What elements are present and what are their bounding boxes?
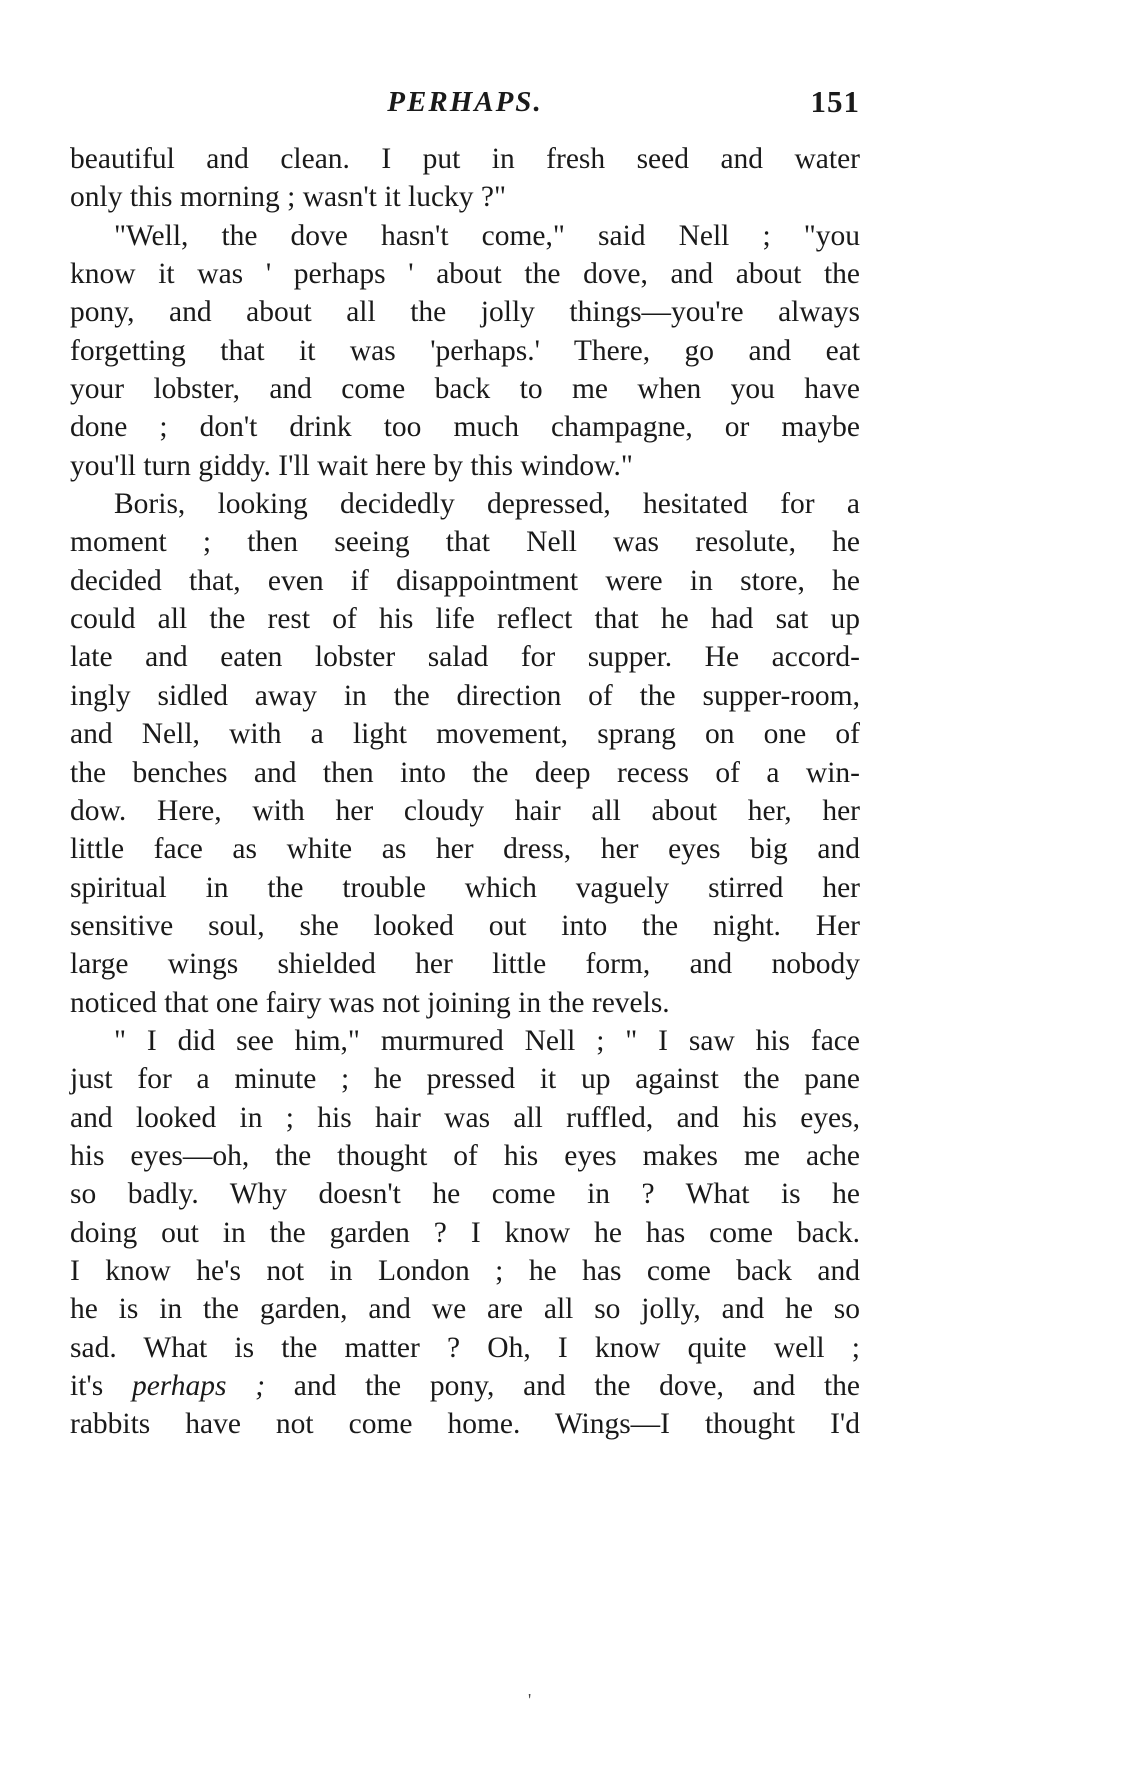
text-line: " I did see him," murmured Nell ; " I saw his face [114, 1024, 860, 1057]
running-title: PERHAPS. [387, 86, 543, 118]
text-line: spiritual in the trouble which vaguely stirred her [70, 871, 860, 904]
text-line: pony, and about all the jolly things—you're always [70, 296, 860, 329]
italic-word: perhaps ; [131, 1370, 266, 1402]
page-number: 151 [810, 84, 860, 119]
text-line: you'll turn giddy. I'll wait here by this window." [70, 449, 633, 482]
text-line: and looked in ; his hair was all ruffled, and his eyes, [70, 1101, 860, 1134]
text-line: sad. What is the matter ? Oh, I know quite well ; [70, 1331, 860, 1364]
text-line: know it was ' perhaps ' about the dove, and about the [70, 258, 860, 291]
running-head [70, 86, 860, 126]
text-fragment: it's [70, 1370, 132, 1402]
text-line: rabbits have not come home. Wings—I thought I'd [70, 1408, 860, 1441]
text-fragment: and the pony, and the dove, and the [265, 1370, 861, 1402]
text-line: could all the rest of his life reflect that he had sat up [70, 603, 860, 636]
text-line: ingly sidled away in the direction of the supper-room, [70, 679, 860, 712]
text-line: Boris, looking decidedly depressed, hesitated for a [114, 488, 860, 521]
text-line: late and eaten lobster salad for supper. He accord- [70, 641, 860, 674]
text-line: done ; don't drink too much champagne, or maybe [70, 411, 860, 444]
text-line: the benches and then into the deep recess of a win- [70, 756, 860, 789]
text-line: he is in the garden, and we are all so jolly, and he so [70, 1293, 860, 1326]
text-line: large wings shielded her little form, and nobody [70, 948, 860, 981]
text-line: "Well, the dove hasn't come," said Nell ; "you [114, 219, 860, 252]
signature-mark: ' [528, 1690, 532, 1710]
body-text [70, 140, 860, 1444]
text-line: dow. Here, with her cloudy hair all about her, her [70, 794, 860, 827]
text-line: only this morning ; wasn't it lucky ?" [70, 181, 507, 214]
text-line: decided that, even if disappointment were in store, he [70, 564, 860, 597]
text-line: just for a minute ; he pressed it up against the pane [70, 1063, 860, 1096]
text-line: doing out in the garden ? I know he has come back. [70, 1216, 860, 1249]
text-line: little face as white as her dress, her eyes big and [70, 833, 860, 866]
text-line: I know he's not in London ; he has come back and [70, 1254, 860, 1287]
text-line: forgetting that it was 'perhaps.' There, go and eat [70, 334, 860, 367]
text-line: so badly. Why doesn't he come in ? What is he [70, 1178, 860, 1211]
text-line: beautiful and clean. I put in fresh seed and water [70, 143, 860, 175]
text-line [70, 1367, 860, 1405]
text-line: and Nell, with a light movement, sprang on one of [70, 718, 860, 751]
text-line: his eyes—oh, the thought of his eyes makes me ache [70, 1139, 860, 1172]
text-line: sensitive soul, she looked out into the night. Her [70, 909, 860, 942]
text-line: moment ; then seeing that Nell was resolute, he [70, 526, 860, 559]
text-line: noticed that one fairy was not joining in the revels. [70, 986, 670, 1019]
text-line: your lobster, and come back to me when you have [70, 373, 860, 406]
